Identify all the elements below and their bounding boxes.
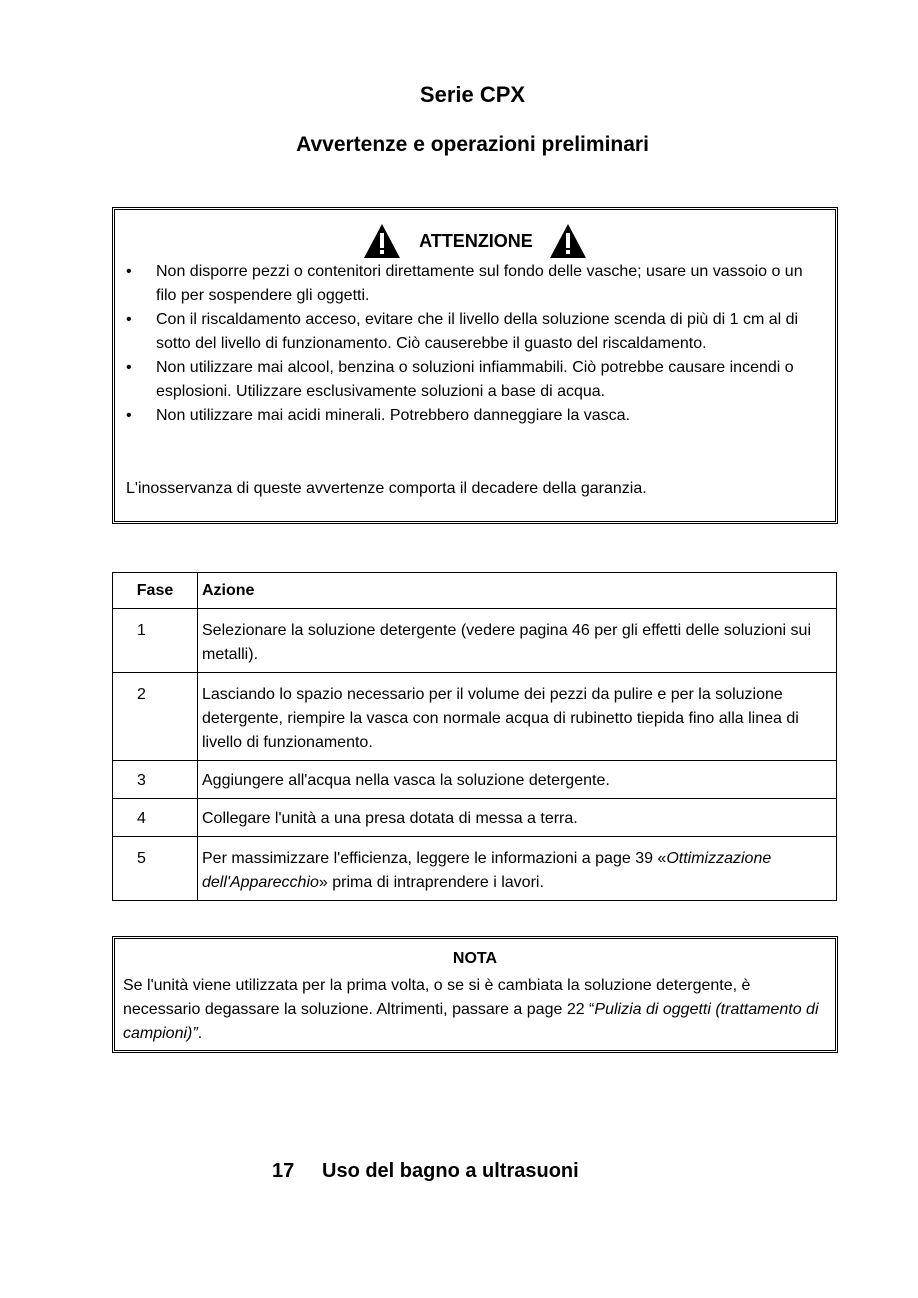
bullet-marker: • <box>126 311 132 328</box>
warning-item-text: Non disporre pezzi o contenitori direttamente sul fondo delle vasche; usare un vassoio o un filo per sospendere gli oggetti. <box>156 263 803 304</box>
table-row <box>113 761 837 799</box>
table-row <box>113 799 837 837</box>
chapter-title: Uso del bagno a ultrasuoni <box>322 1160 579 1182</box>
warning-item <box>126 356 821 404</box>
note-text <box>123 974 827 1046</box>
step-action-text: » prima di intraprendere i lavori. <box>318 874 544 891</box>
note-box <box>112 936 838 1053</box>
warning-item <box>126 260 821 308</box>
warning-item <box>126 308 821 356</box>
warning-item <box>126 404 821 428</box>
cross-reference-title: Ottimizzazione dell'Apparecchio <box>202 850 772 891</box>
step-action: Selezionare la soluzione detergente (vedere pagina 46 per gli effetti delle soluzioni sui metalli). <box>198 609 837 673</box>
table-header-row <box>113 573 837 609</box>
table-row <box>113 673 837 761</box>
step-number: 3 <box>113 761 198 799</box>
step-action <box>198 837 837 901</box>
step-number: 1 <box>113 609 198 673</box>
step-number: 4 <box>113 799 198 837</box>
warning-header <box>115 223 835 263</box>
warning-item-text: Con il riscaldamento acceso, evitare che il livello della soluzione scenda di più di 1 cm al di sotto del livello di funzionamento. Ciò causerebbe il guasto del riscaldamento. <box>156 311 799 352</box>
section-title: Avvertenze e operazioni preliminari <box>296 133 649 156</box>
note-text-body: Se l'unità viene utilizzata per la prima volta, o se si è cambiata la soluzione detergente, è necessario degassare la soluzione. Altrimenti, passare a page 22 “ <box>123 977 751 1018</box>
warning-triangle-icon <box>549 223 587 259</box>
note-cross-reference: Pulizia di oggetti (trattamento di campioni)” <box>123 1001 819 1042</box>
warning-item-text: Non utilizzare mai acidi minerali. Potrebbero danneggiare la vasca. <box>156 407 631 424</box>
step-action: Lasciando lo spazio necessario per il volume dei pezzi da pulire e per la soluzione detergente, riempire la vasca con normale acqua di rubinetto tiepida fino alla linea di livello di funzionamento. <box>198 673 837 761</box>
warning-title: ATTENZIONE <box>419 230 533 251</box>
page-footer <box>272 1160 579 1183</box>
bullet-marker: • <box>126 407 132 424</box>
note-text-end: . <box>197 1025 203 1042</box>
step-action: Aggiungere all'acqua nella vasca la soluzione detergente. <box>198 761 837 799</box>
table-row <box>113 837 837 901</box>
warning-list <box>126 260 821 428</box>
warning-triangle-icon <box>363 223 401 259</box>
bullet-marker: • <box>126 263 132 280</box>
table-row <box>113 609 837 673</box>
note-title: NOTA <box>452 950 498 967</box>
step-action: Collegare l'unità a una presa dotata di messa a terra. <box>198 799 837 837</box>
warranty-warning-text: L'inosservanza di queste avvertenze comporta il decadere della garanzia. <box>126 480 647 497</box>
warning-item-text: Non utilizzare mai alcool, benzina o soluzioni infiammabili. Ciò potrebbe causare incendi o esplosioni. Utilizzare esclusivamente soluzioni a base di acqua. <box>156 359 794 400</box>
column-header-step: Fase <box>113 573 198 609</box>
column-header-action: Azione <box>198 573 837 609</box>
warning-box <box>112 207 838 524</box>
step-action-text: Per massimizzare l'efficienza, leggere le informazioni a page 39 « <box>202 850 667 867</box>
document-series-title: Serie CPX <box>419 82 526 107</box>
steps-table <box>112 572 837 901</box>
bullet-marker: • <box>126 359 132 376</box>
step-number: 5 <box>113 837 198 901</box>
step-number: 2 <box>113 673 198 761</box>
page-number: 17 <box>272 1160 295 1182</box>
